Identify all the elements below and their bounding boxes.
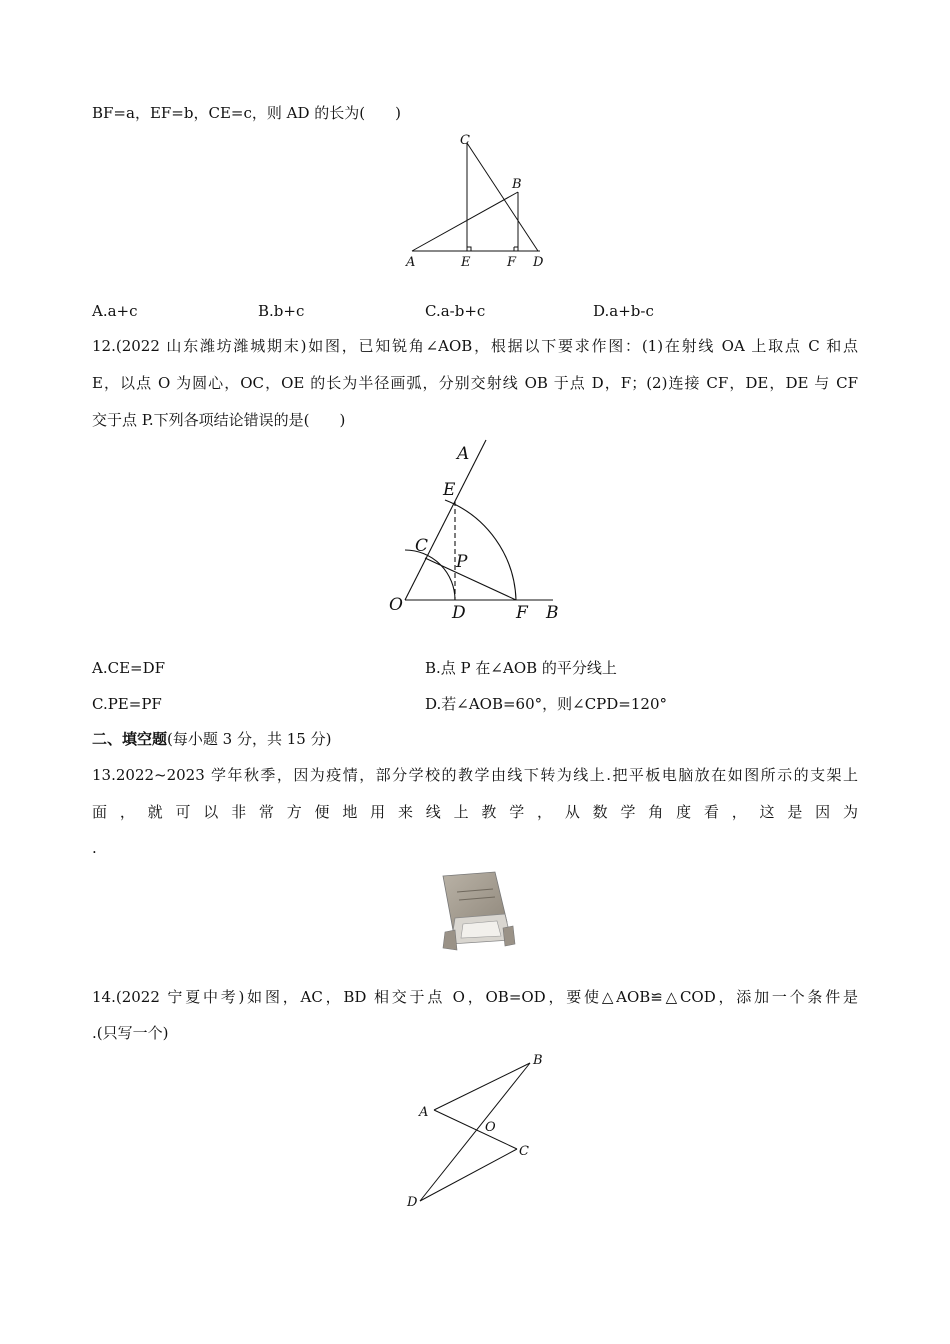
q12-option-a: A.CE=DF [92, 659, 166, 677]
q12-option-b: B.点 P 在∠AOB 的平分线上 [425, 659, 617, 677]
q11-option-a: A.a+c [92, 302, 138, 320]
tablet-stand-image [435, 870, 520, 952]
q14-stem-line1: 14.(2022 宁夏中考)如图，AC，BD 相交于点 O，OB=OD，要使△AOB≌△COD，添加一个条件是 [92, 988, 858, 1006]
q11-option-c: C.a-b+c [425, 302, 486, 320]
q12-stem-line3: 交于点 P.下列各项结论错误的是( ) [92, 411, 346, 429]
q12-label-p: P [456, 552, 468, 572]
q14-label-d: D [407, 1195, 418, 1210]
q14-label-b: B [533, 1053, 543, 1068]
q12-label-o: O [389, 595, 403, 615]
q13-stem-line2: 面，就可以非常方便地用来线上教学，从数学角度看，这是因为 [92, 803, 858, 821]
q11-label-d: D [533, 255, 544, 270]
q11-label-e: E [461, 255, 471, 270]
q11-stem-tail: BF=a，EF=b，CE=c，则 AD 的长为( ) [92, 104, 401, 122]
q11-option-b: B.b+c [258, 302, 305, 320]
q14-label-o: O [485, 1120, 496, 1135]
q11-label-c: C [460, 133, 470, 148]
q12-label-b: B [546, 603, 559, 623]
q11-figure [400, 130, 560, 270]
q11-option-d: D.a+b-c [593, 302, 654, 320]
q12-option-c: C.PE=PF [92, 695, 162, 713]
q11-label-b: B [512, 177, 522, 192]
q11-label-a: A [406, 255, 416, 270]
q12-label-e: E [443, 480, 456, 500]
section-title: 二、填空题 [92, 730, 168, 748]
q13-stem-line3: . [92, 839, 97, 857]
section-header [92, 729, 331, 749]
q12-stem-line2: E，以点 O 为圆心，OC，OE 的长为半径画弧，分别交射线 OB 于点 D，F；(2)连接 CF，DE，DE 与 CF [92, 374, 858, 392]
q12-label-d: D [452, 603, 466, 623]
q14-figure [400, 1048, 560, 1218]
q13-stem-line1: 13.2022~2023 学年秋季，因为疫情，部分学校的教学由线下转为线上.把平板电脑放在如图所示的支架上 [92, 766, 858, 784]
section-note: (每小题 3 分，共 15 分) [167, 730, 332, 748]
q12-label-f: F [516, 603, 528, 623]
q14-label-c: C [519, 1144, 529, 1159]
q14-stem-line2: .(只写一个) [92, 1024, 169, 1042]
q12-label-a: A [457, 444, 470, 464]
q12-stem-line1: 12.(2022 山东潍坊潍城期末)如图，已知锐角∠AOB，根据以下要求作图：(1)在射线 OA 上取点 C 和点 [92, 337, 858, 355]
q14-label-a: A [419, 1105, 429, 1120]
q12-label-c: C [415, 536, 429, 556]
q12-option-d: D.若∠AOB=60°，则∠CPD=120° [425, 695, 667, 713]
q11-label-f: F [507, 255, 517, 270]
q12-figure [385, 435, 570, 630]
